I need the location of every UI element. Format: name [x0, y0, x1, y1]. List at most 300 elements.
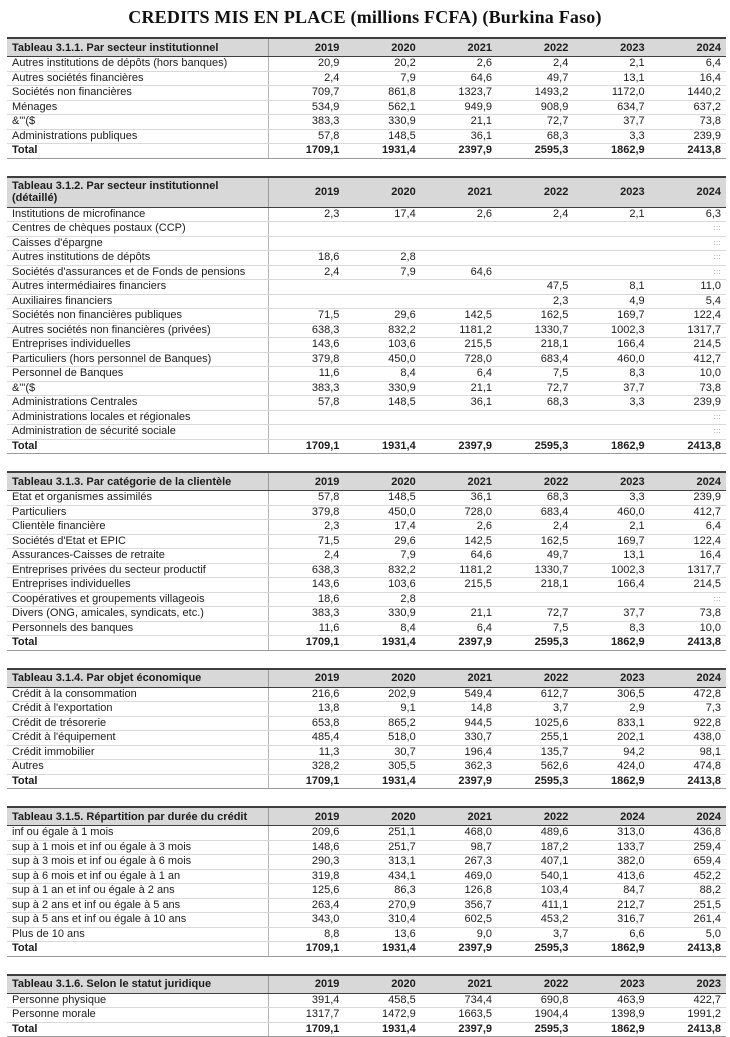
value-cell: 634,7	[573, 100, 649, 115]
row-label-cell: Auxiliaires financiers	[7, 294, 268, 309]
data-row	[7, 338, 726, 353]
value-cell: 832,2	[344, 323, 420, 338]
row-label-cell: sup à 6 mois et inf ou égale à 1 an	[7, 869, 268, 884]
value-cell: 13,1	[573, 549, 649, 564]
data-row	[7, 898, 726, 913]
value-cell: 6,3	[650, 207, 726, 222]
data-row	[7, 869, 726, 884]
value-cell	[344, 410, 420, 425]
data-row	[7, 621, 726, 636]
value-cell: 37,7	[573, 381, 649, 396]
value-cell: 330,7	[421, 731, 497, 746]
year-header-cell: 2020	[344, 669, 420, 688]
value-cell: 485,4	[268, 731, 344, 746]
value-cell: 1931,4	[344, 942, 420, 957]
value-cell: 290,3	[268, 855, 344, 870]
total-row	[7, 636, 726, 651]
year-header-cell: 2023	[573, 975, 649, 994]
missing-value-marker: :::	[650, 265, 726, 280]
value-cell: 214,5	[650, 578, 726, 593]
value-cell: 68,3	[497, 129, 573, 144]
data-row	[7, 352, 726, 367]
value-cell	[573, 425, 649, 440]
year-header-cell: 2019	[268, 975, 344, 994]
report-page	[0, 7, 730, 1037]
value-cell: 949,9	[421, 100, 497, 115]
value-cell: 215,5	[421, 578, 497, 593]
value-cell: 1709,1	[268, 144, 344, 159]
year-header-cell: 2021	[421, 38, 497, 57]
row-label-cell: Assurances-Caisses de retraite	[7, 549, 268, 564]
value-cell: 166,4	[573, 578, 649, 593]
value-cell: 98,7	[421, 840, 497, 855]
data-row	[7, 607, 726, 622]
value-cell	[268, 236, 344, 251]
value-cell: 214,5	[650, 338, 726, 353]
value-cell: 1709,1	[268, 942, 344, 957]
value-cell: 468,0	[421, 826, 497, 841]
data-row	[7, 381, 726, 396]
row-label-cell: Total	[7, 144, 268, 159]
value-cell: 436,8	[650, 826, 726, 841]
value-cell: 142,5	[421, 534, 497, 549]
value-cell: 549,4	[421, 687, 497, 702]
value-cell: 148,6	[268, 840, 344, 855]
missing-value-marker: :::	[650, 251, 726, 266]
value-cell: 1931,4	[344, 1022, 420, 1037]
data-row	[7, 578, 726, 593]
row-label-cell: Divers (ONG, amicales, syndicats, etc.)	[7, 607, 268, 622]
row-label-cell: Autres	[7, 760, 268, 775]
row-label-cell: sup à 3 mois et inf ou égale à 6 mois	[7, 855, 268, 870]
value-cell: 424,0	[573, 760, 649, 775]
value-cell: 413,6	[573, 869, 649, 884]
value-cell: 84,7	[573, 884, 649, 899]
value-cell: 57,8	[268, 396, 344, 411]
stats-table-5	[7, 806, 726, 957]
value-cell: 2413,8	[650, 144, 726, 159]
value-cell: 1493,2	[497, 86, 573, 101]
value-cell	[421, 251, 497, 266]
row-label-cell: Administrations Centrales	[7, 396, 268, 411]
value-cell: 17,4	[344, 207, 420, 222]
value-cell	[268, 280, 344, 295]
row-label-cell: Crédit immobilier	[7, 745, 268, 760]
data-row	[7, 86, 726, 101]
value-cell: 2397,9	[421, 144, 497, 159]
row-label-cell: Personnel de Banques	[7, 367, 268, 382]
value-cell	[344, 280, 420, 295]
value-cell: 2413,8	[650, 942, 726, 957]
value-cell: 460,0	[573, 352, 649, 367]
value-cell: 379,8	[268, 505, 344, 520]
year-header-cell: 2023	[573, 38, 649, 57]
value-cell: 37,7	[573, 607, 649, 622]
value-cell: 202,1	[573, 731, 649, 746]
data-row	[7, 687, 726, 702]
value-cell: 7,5	[497, 621, 573, 636]
row-label-cell: Entreprises individuelles	[7, 578, 268, 593]
value-cell: 270,9	[344, 898, 420, 913]
data-row	[7, 207, 726, 222]
row-label-cell: Particuliers (hors personnel de Banques)	[7, 352, 268, 367]
value-cell: 11,6	[268, 621, 344, 636]
value-cell: 20,2	[344, 57, 420, 72]
value-cell: 9,0	[421, 927, 497, 942]
value-cell: 169,7	[573, 309, 649, 324]
value-cell: 49,7	[497, 549, 573, 564]
value-cell: 452,2	[650, 869, 726, 884]
year-header-cell: 2021	[421, 975, 497, 994]
year-header-cell: 2024	[650, 669, 726, 688]
value-cell: 36,1	[421, 396, 497, 411]
value-cell: 5,4	[650, 294, 726, 309]
row-label-cell: Sociétés non financières publiques	[7, 309, 268, 324]
value-cell: 13,6	[344, 927, 420, 942]
value-cell: 11,3	[268, 745, 344, 760]
value-cell	[573, 236, 649, 251]
data-row	[7, 410, 726, 425]
value-cell: 2595,3	[497, 439, 573, 454]
value-cell: 306,5	[573, 687, 649, 702]
value-cell: 1025,6	[497, 716, 573, 731]
stats-table-2	[7, 176, 726, 455]
value-cell: 1663,5	[421, 1008, 497, 1023]
stats-table-4	[7, 668, 726, 790]
value-cell: 922,8	[650, 716, 726, 731]
missing-value-marker: :::	[650, 410, 726, 425]
row-label-cell: Total	[7, 1022, 268, 1037]
value-cell	[497, 251, 573, 266]
data-row	[7, 425, 726, 440]
value-cell: 162,5	[497, 534, 573, 549]
value-cell	[344, 222, 420, 237]
value-cell: 7,9	[344, 265, 420, 280]
value-cell: 6,4	[650, 520, 726, 535]
row-label-cell: Crédit à l'exportation	[7, 702, 268, 717]
row-label-cell: Administrations locales et régionales	[7, 410, 268, 425]
value-cell: 21,1	[421, 115, 497, 130]
data-row	[7, 826, 726, 841]
data-row	[7, 745, 726, 760]
value-cell: 1317,7	[650, 323, 726, 338]
row-label-cell: Particuliers	[7, 505, 268, 520]
table-header-row	[7, 177, 726, 208]
value-cell: 10,0	[650, 621, 726, 636]
table-title-cell: Tableau 3.1.6. Selon le statut juridique	[7, 975, 268, 994]
value-cell: 833,1	[573, 716, 649, 731]
value-cell: 20,9	[268, 57, 344, 72]
value-cell: 383,3	[268, 115, 344, 130]
value-cell: 1862,9	[573, 144, 649, 159]
data-row	[7, 323, 726, 338]
value-cell: 64,6	[421, 71, 497, 86]
year-header-cell: 2019	[268, 472, 344, 491]
value-cell: 2397,9	[421, 439, 497, 454]
value-cell: 2,6	[421, 520, 497, 535]
table-title-cell: Tableau 3.1.5. Répartition par durée du crédit	[7, 807, 268, 826]
year-header-cell: 2024	[650, 177, 726, 208]
value-cell: 103,6	[344, 578, 420, 593]
year-header-cell: 2023	[650, 975, 726, 994]
value-cell: 412,7	[650, 352, 726, 367]
total-row	[7, 439, 726, 454]
table-title-cell: Tableau 3.1.3. Par catégorie de la clientèle	[7, 472, 268, 491]
value-cell: 187,2	[497, 840, 573, 855]
value-cell: 1862,9	[573, 942, 649, 957]
data-row	[7, 222, 726, 237]
value-cell: 209,6	[268, 826, 344, 841]
value-cell: 143,6	[268, 338, 344, 353]
missing-value-marker: :::	[650, 222, 726, 237]
page-title: CREDITS MIS EN PLACE (millions FCFA) (Burkina Faso)	[0, 7, 730, 28]
value-cell: 68,3	[497, 396, 573, 411]
data-row	[7, 367, 726, 382]
value-cell: 122,4	[650, 309, 726, 324]
row-label-cell: Autres intermédiaires financiers	[7, 280, 268, 295]
value-cell: 148,5	[344, 491, 420, 506]
year-header-cell: 2023	[573, 669, 649, 688]
data-row	[7, 855, 726, 870]
value-cell: 2,3	[268, 520, 344, 535]
table-header-row	[7, 472, 726, 491]
value-cell: 2595,3	[497, 942, 573, 957]
value-cell: 2397,9	[421, 774, 497, 789]
year-header-cell: 2019	[268, 38, 344, 57]
data-row	[7, 294, 726, 309]
value-cell: 251,5	[650, 898, 726, 913]
value-cell: 103,4	[497, 884, 573, 899]
value-cell: 3,3	[573, 396, 649, 411]
value-cell: 9,1	[344, 702, 420, 717]
value-cell: 2413,8	[650, 439, 726, 454]
value-cell: 148,5	[344, 396, 420, 411]
value-cell: 86,3	[344, 884, 420, 899]
value-cell: 88,2	[650, 884, 726, 899]
value-cell: 251,1	[344, 826, 420, 841]
value-cell: 3,3	[573, 129, 649, 144]
year-header-cell: 2023	[573, 472, 649, 491]
value-cell: 37,7	[573, 115, 649, 130]
row-label-cell: Caisses d'épargne	[7, 236, 268, 251]
stats-table-1	[7, 37, 726, 159]
value-cell: 2,4	[268, 71, 344, 86]
value-cell: 944,5	[421, 716, 497, 731]
year-header-cell: 2020	[344, 472, 420, 491]
value-cell: 1172,0	[573, 86, 649, 101]
value-cell: 1330,7	[497, 563, 573, 578]
table-header-row	[7, 669, 726, 688]
value-cell: 362,3	[421, 760, 497, 775]
data-row	[7, 760, 726, 775]
value-cell: 7,3	[650, 702, 726, 717]
row-label-cell: Administration de sécurité sociale	[7, 425, 268, 440]
value-cell: 261,4	[650, 913, 726, 928]
table-header-row	[7, 975, 726, 994]
value-cell: 7,5	[497, 367, 573, 382]
value-cell: 6,4	[421, 367, 497, 382]
row-label-cell: Sociétés non financières	[7, 86, 268, 101]
value-cell: 562,6	[497, 760, 573, 775]
data-row	[7, 280, 726, 295]
value-cell: 356,7	[421, 898, 497, 913]
value-cell: 638,3	[268, 323, 344, 338]
value-cell: 728,0	[421, 352, 497, 367]
data-row	[7, 100, 726, 115]
value-cell: 2,1	[573, 57, 649, 72]
value-cell: 1862,9	[573, 439, 649, 454]
value-cell	[573, 251, 649, 266]
value-cell: 196,4	[421, 745, 497, 760]
value-cell: 438,0	[650, 731, 726, 746]
year-header-cell: 2019	[268, 669, 344, 688]
value-cell	[421, 410, 497, 425]
data-row	[7, 396, 726, 411]
value-cell: 202,9	[344, 687, 420, 702]
row-label-cell: &"'($	[7, 115, 268, 130]
data-row	[7, 491, 726, 506]
row-label-cell: Personne morale	[7, 1008, 268, 1023]
value-cell: 2595,3	[497, 774, 573, 789]
value-cell: 2,3	[268, 207, 344, 222]
value-cell: 2,8	[344, 251, 420, 266]
value-cell: 379,8	[268, 352, 344, 367]
total-row	[7, 774, 726, 789]
value-cell: 305,5	[344, 760, 420, 775]
value-cell: 434,1	[344, 869, 420, 884]
value-cell: 391,4	[268, 993, 344, 1008]
value-cell	[344, 425, 420, 440]
row-label-cell: Institutions de microfinance	[7, 207, 268, 222]
row-label-cell: Crédit à l'équipement	[7, 731, 268, 746]
value-cell: 71,5	[268, 309, 344, 324]
table-block-6	[7, 974, 726, 1037]
value-cell: 734,4	[421, 993, 497, 1008]
value-cell: 7,9	[344, 549, 420, 564]
value-cell: 2,8	[344, 592, 420, 607]
value-cell: 143,6	[268, 578, 344, 593]
value-cell	[344, 236, 420, 251]
value-cell: 1862,9	[573, 1022, 649, 1037]
value-cell	[573, 265, 649, 280]
value-cell: 8,3	[573, 621, 649, 636]
year-header-cell: 2022	[497, 807, 573, 826]
table-block-2	[7, 176, 726, 455]
data-row	[7, 129, 726, 144]
value-cell: 133,7	[573, 840, 649, 855]
year-header-cell: 2019	[268, 177, 344, 208]
year-header-cell: 2019	[268, 807, 344, 826]
value-cell: 908,9	[497, 100, 573, 115]
value-cell: 458,5	[344, 993, 420, 1008]
value-cell: 330,9	[344, 381, 420, 396]
value-cell: 239,9	[650, 491, 726, 506]
table-block-1	[7, 37, 726, 159]
value-cell: 3,7	[497, 702, 573, 717]
value-cell: 16,4	[650, 71, 726, 86]
value-cell: 2595,3	[497, 1022, 573, 1037]
value-cell	[573, 410, 649, 425]
stats-table-6	[7, 974, 726, 1037]
stats-table-3	[7, 471, 726, 651]
value-cell: 64,6	[421, 549, 497, 564]
value-cell: 94,2	[573, 745, 649, 760]
year-header-cell: 2022	[497, 669, 573, 688]
value-cell: 1709,1	[268, 1022, 344, 1037]
value-cell: 1398,9	[573, 1008, 649, 1023]
data-row	[7, 884, 726, 899]
value-cell: 1931,4	[344, 636, 420, 651]
year-header-cell: 2022	[497, 975, 573, 994]
value-cell: 2,6	[421, 207, 497, 222]
value-cell	[421, 592, 497, 607]
row-label-cell: sup à 5 ans et inf ou égale à 10 ans	[7, 913, 268, 928]
value-cell: 659,4	[650, 855, 726, 870]
value-cell: 1002,3	[573, 563, 649, 578]
value-cell: 602,5	[421, 913, 497, 928]
data-row	[7, 592, 726, 607]
value-cell: 865,2	[344, 716, 420, 731]
value-cell: 29,6	[344, 309, 420, 324]
data-row	[7, 1008, 726, 1023]
value-cell: 73,8	[650, 607, 726, 622]
value-cell	[497, 592, 573, 607]
row-label-cell: Administrations publiques	[7, 129, 268, 144]
value-cell: 18,6	[268, 592, 344, 607]
value-cell: 316,7	[573, 913, 649, 928]
value-cell: 343,0	[268, 913, 344, 928]
value-cell: 4,9	[573, 294, 649, 309]
row-label-cell: Crédit de trésorerie	[7, 716, 268, 731]
value-cell: 21,1	[421, 381, 497, 396]
value-cell: 518,0	[344, 731, 420, 746]
value-cell: 469,0	[421, 869, 497, 884]
value-cell: 2,9	[573, 702, 649, 717]
value-cell: 407,1	[497, 855, 573, 870]
value-cell: 8,1	[573, 280, 649, 295]
value-cell: 2,1	[573, 520, 649, 535]
row-label-cell: Autres institutions de dépôts	[7, 251, 268, 266]
value-cell: 103,6	[344, 338, 420, 353]
value-cell: 135,7	[497, 745, 573, 760]
value-cell: 73,8	[650, 115, 726, 130]
value-cell	[268, 425, 344, 440]
value-cell: 2413,8	[650, 1022, 726, 1037]
value-cell: 29,6	[344, 534, 420, 549]
value-cell: 2397,9	[421, 636, 497, 651]
value-cell: 1904,4	[497, 1008, 573, 1023]
row-label-cell: Centres de chèques postaux (CCP)	[7, 222, 268, 237]
row-label-cell: Autres institutions de dépôts (hors banques)	[7, 57, 268, 72]
year-header-cell: 2022	[497, 177, 573, 208]
value-cell: 30,7	[344, 745, 420, 760]
value-cell: 36,1	[421, 491, 497, 506]
value-cell	[497, 222, 573, 237]
data-row	[7, 716, 726, 731]
value-cell: 169,7	[573, 534, 649, 549]
value-cell: 142,5	[421, 309, 497, 324]
value-cell: 832,2	[344, 563, 420, 578]
data-row	[7, 563, 726, 578]
value-cell	[421, 425, 497, 440]
value-cell: 1181,2	[421, 563, 497, 578]
value-cell: 125,6	[268, 884, 344, 899]
missing-value-marker: :::	[650, 592, 726, 607]
value-cell: 709,7	[268, 86, 344, 101]
value-cell: 2413,8	[650, 636, 726, 651]
value-cell: 1862,9	[573, 636, 649, 651]
value-cell: 450,0	[344, 352, 420, 367]
